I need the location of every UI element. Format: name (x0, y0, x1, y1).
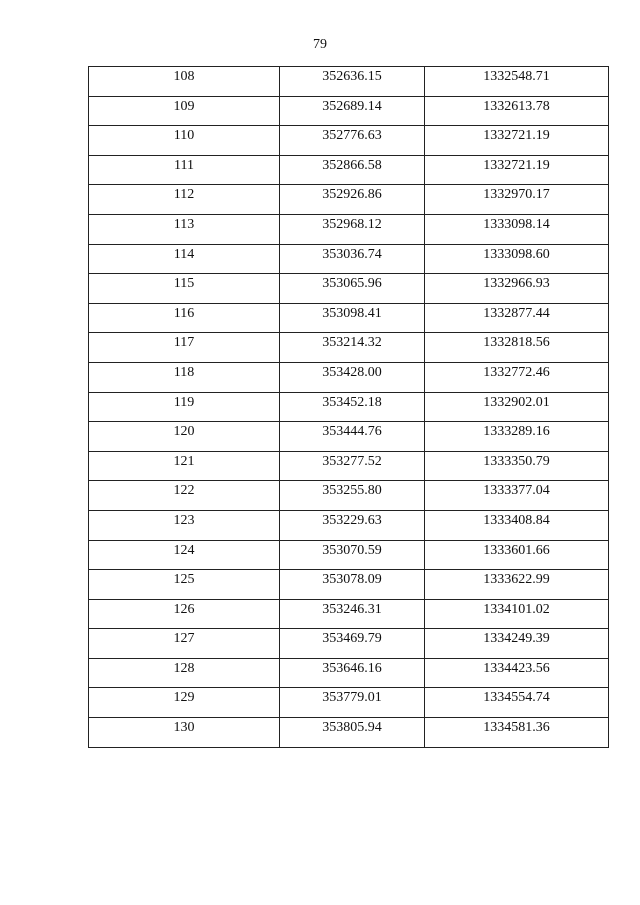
table-row (89, 214, 609, 244)
x-coordinate-cell: 353428.00 (280, 362, 425, 392)
y-coordinate-cell: 1333098.14 (425, 214, 609, 244)
point-number-cell: 122 (89, 481, 280, 511)
y-coordinate-cell: 1334101.02 (425, 599, 609, 629)
x-coordinate-cell: 353246.31 (280, 599, 425, 629)
x-coordinate-cell: 353078.09 (280, 570, 425, 600)
y-coordinate-cell: 1333289.16 (425, 422, 609, 452)
y-coordinate-cell: 1332772.46 (425, 362, 609, 392)
point-number-cell: 126 (89, 599, 280, 629)
point-number-cell: 110 (89, 126, 280, 156)
y-coordinate-cell: 1332721.19 (425, 126, 609, 156)
x-coordinate-cell: 353036.74 (280, 244, 425, 274)
point-number-cell: 112 (89, 185, 280, 215)
point-number-cell: 113 (89, 214, 280, 244)
table-row (89, 67, 609, 97)
point-number-cell: 124 (89, 540, 280, 570)
coordinates-table (88, 66, 609, 748)
x-coordinate-cell: 353452.18 (280, 392, 425, 422)
point-number-cell: 129 (89, 688, 280, 718)
point-number-cell: 116 (89, 303, 280, 333)
point-number-cell: 118 (89, 362, 280, 392)
table-row (89, 688, 609, 718)
table-row (89, 303, 609, 333)
x-coordinate-cell: 352636.15 (280, 67, 425, 97)
table-row (89, 599, 609, 629)
table-row (89, 570, 609, 600)
y-coordinate-cell: 1333377.04 (425, 481, 609, 511)
x-coordinate-cell: 353779.01 (280, 688, 425, 718)
table-row (89, 422, 609, 452)
table-row (89, 540, 609, 570)
table-row (89, 510, 609, 540)
y-coordinate-cell: 1333408.84 (425, 510, 609, 540)
point-number-cell: 123 (89, 510, 280, 540)
y-coordinate-cell: 1334554.74 (425, 688, 609, 718)
table-row (89, 718, 609, 748)
x-coordinate-cell: 353214.32 (280, 333, 425, 363)
y-coordinate-cell: 1333601.66 (425, 540, 609, 570)
y-coordinate-cell: 1333350.79 (425, 451, 609, 481)
table-row (89, 451, 609, 481)
point-number-cell: 117 (89, 333, 280, 363)
y-coordinate-cell: 1332613.78 (425, 96, 609, 126)
x-coordinate-cell: 353444.76 (280, 422, 425, 452)
x-coordinate-cell: 353255.80 (280, 481, 425, 511)
x-coordinate-cell: 352689.14 (280, 96, 425, 126)
x-coordinate-cell: 352866.58 (280, 155, 425, 185)
y-coordinate-cell: 1333622.99 (425, 570, 609, 600)
y-coordinate-cell: 1334581.36 (425, 718, 609, 748)
table-row (89, 155, 609, 185)
y-coordinate-cell: 1334249.39 (425, 629, 609, 659)
page-number: 79 (313, 37, 327, 52)
table-row (89, 274, 609, 304)
point-number-cell: 125 (89, 570, 280, 600)
table-row (89, 96, 609, 126)
x-coordinate-cell: 353646.16 (280, 658, 425, 688)
table-row (89, 658, 609, 688)
point-number-cell: 120 (89, 422, 280, 452)
table-row (89, 244, 609, 274)
point-number-cell: 109 (89, 96, 280, 126)
point-number-cell: 115 (89, 274, 280, 304)
x-coordinate-cell: 353065.96 (280, 274, 425, 304)
x-coordinate-cell: 353070.59 (280, 540, 425, 570)
x-coordinate-cell: 352926.86 (280, 185, 425, 215)
x-coordinate-cell: 353805.94 (280, 718, 425, 748)
table-row (89, 362, 609, 392)
y-coordinate-cell: 1334423.56 (425, 658, 609, 688)
point-number-cell: 130 (89, 718, 280, 748)
table-row (89, 629, 609, 659)
y-coordinate-cell: 1332721.19 (425, 155, 609, 185)
table-row (89, 392, 609, 422)
y-coordinate-cell: 1332877.44 (425, 303, 609, 333)
y-coordinate-cell: 1332818.56 (425, 333, 609, 363)
point-number-cell: 111 (89, 155, 280, 185)
x-coordinate-cell: 353469.79 (280, 629, 425, 659)
table-row (89, 185, 609, 215)
point-number-cell: 127 (89, 629, 280, 659)
y-coordinate-cell: 1332966.93 (425, 274, 609, 304)
y-coordinate-cell: 1332902.01 (425, 392, 609, 422)
point-number-cell: 121 (89, 451, 280, 481)
x-coordinate-cell: 353229.63 (280, 510, 425, 540)
y-coordinate-cell: 1332548.71 (425, 67, 609, 97)
x-coordinate-cell: 352968.12 (280, 214, 425, 244)
table-row (89, 481, 609, 511)
point-number-cell: 114 (89, 244, 280, 274)
x-coordinate-cell: 352776.63 (280, 126, 425, 156)
y-coordinate-cell: 1333098.60 (425, 244, 609, 274)
point-number-cell: 108 (89, 67, 280, 97)
y-coordinate-cell: 1332970.17 (425, 185, 609, 215)
table-row (89, 333, 609, 363)
table-row (89, 126, 609, 156)
coordinates-table-body (89, 67, 609, 748)
point-number-cell: 119 (89, 392, 280, 422)
x-coordinate-cell: 353277.52 (280, 451, 425, 481)
x-coordinate-cell: 353098.41 (280, 303, 425, 333)
point-number-cell: 128 (89, 658, 280, 688)
